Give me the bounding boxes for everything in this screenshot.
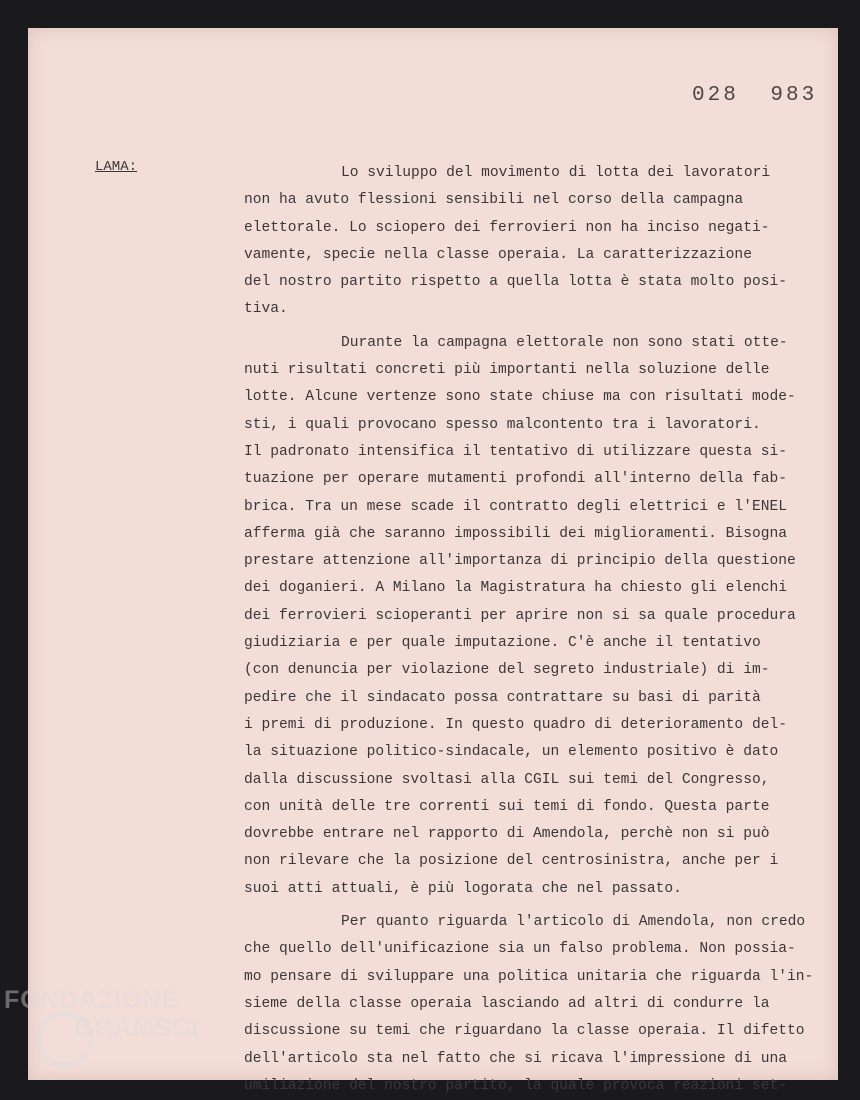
text-line: non rilevare che la posizione del centrosinistra, anche per i xyxy=(244,853,779,870)
text-line: suoi atti attuali, è più logorata che nel passato. xyxy=(244,880,682,897)
body-text xyxy=(244,160,854,1100)
page-number: 028 983 xyxy=(692,84,818,107)
text-line: Il padronato intensifica il tentativo di utilizzare questa si- xyxy=(244,443,787,460)
text-line: Durante la campagna elettorale non sono stati otte- xyxy=(341,334,788,351)
text-line: del nostro partito rispetto a quella lotta è stata molto posi- xyxy=(244,274,787,291)
text-line: Lo sviluppo del movimento di lotta dei lavoratori xyxy=(341,165,771,181)
text-line: dovrebbe entrare nel rapporto di Amendola, perchè non si può xyxy=(244,826,770,843)
text-line: lotte. Alcune vertenze sono state chiuse ma con risultati mode- xyxy=(244,389,796,406)
text-line: tiva. xyxy=(244,301,288,318)
text-line: che quello dell'unificazione sia un falso problema. Non possia- xyxy=(244,941,796,958)
watermark-line-1: FONDAZIONE xyxy=(4,986,180,1014)
text-line: dei ferrovieri scioperanti per aprire non si sa quale procedura xyxy=(244,607,796,624)
text-line: brica. Tra un mese scade il contratto degli elettrici e l'ENEL xyxy=(244,498,787,515)
watermark xyxy=(4,986,199,1042)
text-line: pedire che il sindacato possa contrattare su basi di parità xyxy=(244,689,761,706)
text-line: dell'articolo sta nel fatto che si ricava l'impressione di una xyxy=(244,1050,787,1067)
text-line: prestare attenzione all'importanza di principio della questione xyxy=(244,553,796,570)
watermark-line-2: GRAMSCI xyxy=(74,1014,200,1042)
text-line: (con denuncia per violazione del segreto industriale) di im- xyxy=(244,662,770,679)
text-line: mo pensare di sviluppare una politica unitaria che riguarda l'in- xyxy=(244,968,814,985)
text-line: nuti risultati concreti più importanti nella soluzione delle xyxy=(244,362,770,379)
text-line: sti, i quali provocano spesso malcontento tra i lavoratori. xyxy=(244,416,761,433)
text-line: dei doganieri. A Milano la Magistratura ha chiesto gli elenchi xyxy=(244,580,787,597)
text-line: sieme della classe operaia lasciando ad altri di condurre la xyxy=(244,995,770,1012)
text-line: elettorale. Lo sciopero dei ferrovieri non ha inciso negati- xyxy=(244,219,770,236)
text-line: vamente, specie nella classe operaia. La caratterizzazione xyxy=(244,246,752,263)
text-line: Per quanto riguarda l'articolo di Amendola, non credo xyxy=(341,914,806,931)
text-line: non ha avuto flessioni sensibili nel corso della campagna xyxy=(244,192,744,209)
text-line: tuazione per operare mutamenti profondi all'interno della fab- xyxy=(244,471,787,488)
text-line: giudiziaria e per quale imputazione. C'è anche il tentativo xyxy=(244,635,761,652)
document-page xyxy=(28,28,838,1094)
text-line: con unità delle tre correnti sui temi di fondo. Questa parte xyxy=(244,798,770,815)
text-line: afferma già che saranno impossibili dei miglioramenti. Bisogna xyxy=(244,525,787,542)
text-line: discussione su temi che riguardano la classe operaia. Il difetto xyxy=(244,1023,805,1040)
text-line: dalla discussione svoltasi alla CGIL sui temi del Congresso, xyxy=(244,771,770,788)
speaker-label: LAMA: xyxy=(95,159,138,175)
text-line: i premi di produzione. In questo quadro di deterioramento del- xyxy=(244,716,787,733)
text-line: umiliazione del nostro partito, la quale provoca reazioni set- xyxy=(244,1077,787,1094)
text-line: la situazione politico-sindacale, un elemento positivo è dato xyxy=(244,744,779,761)
